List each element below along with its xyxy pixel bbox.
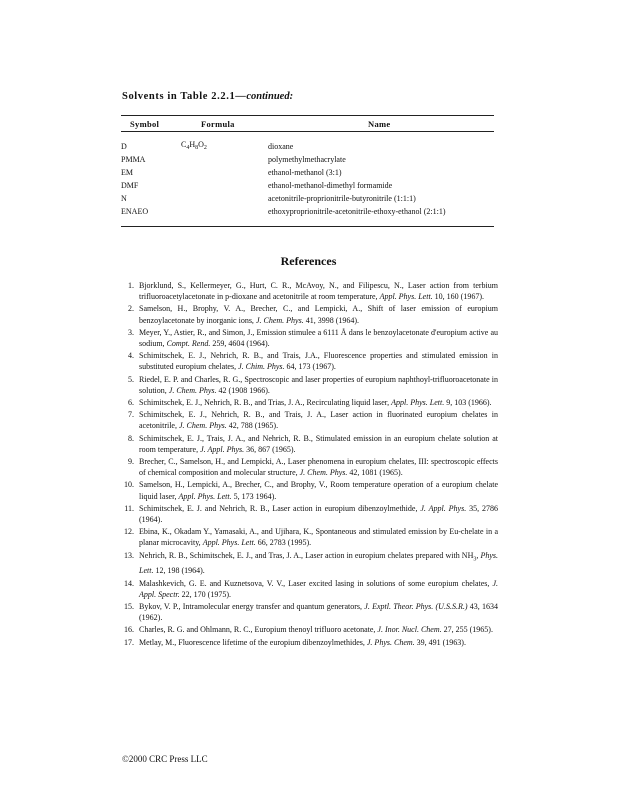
reference-item: 17. Metlay, M., Fluorescence lifetime of the europium dibenzoylmethides, J. Phys. Chem. 39, 491 (1963). [121, 637, 498, 648]
row-symbol: PMMA [121, 155, 146, 164]
reference-number: 13. [124, 550, 134, 560]
table-row [121, 192, 494, 205]
reference-item: 15. Bykov, V. P., Intramolecular energy transfer and quantum generators, J. Exptl. Theor. Phys. (U.S.S.R.) 43, 1634 (1962). [121, 601, 498, 623]
table-row [121, 179, 494, 192]
reference-number: 14. [124, 578, 134, 588]
reference-number: 16. [124, 625, 134, 635]
reference-list [121, 280, 498, 649]
table-row [121, 205, 494, 218]
table-bottom-rule [121, 226, 494, 227]
column-header-symbol: Symbol [130, 119, 160, 129]
copyright-footer: ©2000 CRC Press LLC [122, 754, 208, 764]
reference-item: 1. Bjorklund, S., Kellermeyer, G., Hurt, C. R., McAvoy, N., and Filipescu, N., Laser action from terbium trifluoroacetylacetonate in p-dioxane and acetonitrile at room temperature, Appl. Phys. Lett. 10, 160 (1967). [121, 280, 498, 302]
reference-item: 11. Schimitschek, E. J. and Nehrich, R. B., Laser action in europium dibenzoylmethide, J. Appl. Phys. 35, 2786 (1964). [121, 503, 498, 525]
reference-item: 7. Schimitschek, E. J., Nehrich, R. B., and Trais, J. A., Laser action in fluorinated europium chelates in acetonitrile, J. Chem. Phys. 42, 788 (1965). [121, 409, 498, 431]
row-symbol: DMF [121, 181, 139, 190]
row-name: ethoxyproprionitrile-acetonitrile-ethoxy-ethanol (2:1:1) [268, 207, 446, 216]
reference-item: 5. Riedel, E. P. and Charles, R. G., Spectroscopic and laser properties of europium naphthoyl-trifluoroacetonate in solution, J. Chem. Phys. 42 (1908 1966). [121, 374, 498, 396]
row-name: dioxane [268, 142, 294, 151]
reference-item: 3. Meyer, Y., Astier, R., and Simon, J., Emission stimulee a 6111 Å dans le benzoylacetonate d'europium active au sodium, Compt. Rend. 259, 4604 (1964). [121, 327, 498, 349]
reference-item: 9. Brecher, C., Samelson, H., and Lempicki, A., Laser phenomena in europium chelates, III: spectroscopic effects of chemical composition and molecular structure, J. Chem. Phys. 42, 1081 (1965). [121, 456, 498, 478]
reference-number: 6. [128, 398, 134, 408]
column-header-name: Name [368, 119, 391, 129]
row-name: polymethylmethacrylate [268, 155, 346, 164]
reference-item: 12. Ebina, K., Okadam Y., Yamasaki, A., and Ujihara, K., Spontaneous and stimulated emission by Eu-chelate in a planar microcavity, Appl. Phys. Lett. 66, 2783 (1995). [121, 526, 498, 548]
reference-number: 11. [124, 503, 134, 513]
reference-item: 13. Nehrich, R. B., Schimitschek, E. J., and Tras, J. A., Laser action in europium chelates prepared with $NH_3$, Phys. Lett. 12, 198 (1964). [121, 550, 498, 577]
table-row [121, 140, 494, 153]
row-name: acetonitrile-proprionitrile-butyronitrile (1:1:1) [268, 194, 416, 203]
row-name: ethanol-methanol-dimethyl formamide [268, 181, 393, 190]
reference-number: 12. [124, 527, 134, 537]
solvent-table-body [121, 140, 494, 218]
reference-number: 17. [124, 637, 134, 647]
reference-item: 2. Samelson, H., Brophy, V. A., Brecher, C., and Lempicki, A., Shift of laser emission of europium benzoylacetonate by inorganic ions, J. Chem. Phys. 41, 3998 (1964). [121, 303, 498, 325]
reference-number: 7. [128, 410, 134, 420]
table-row [121, 166, 494, 179]
reference-number: 4. [128, 351, 134, 361]
column-header-formula: Formula [201, 119, 235, 129]
reference-item: 14. Malashkevich, G. E. and Kuznetsova, V. V., Laser excited lasing in solutions of some europium chelates, J. Appl. Spectr. 22, 170 (1975). [121, 578, 498, 600]
table-title-continued: continued: [246, 91, 294, 102]
reference-number: 8. [128, 433, 134, 443]
row-symbol: D [121, 142, 127, 151]
table-title-text: Solvents in Table 2.2.1— [122, 91, 247, 102]
reference-number: 1. [128, 281, 134, 290]
row-name: ethanol-methanol (3:1) [268, 168, 342, 177]
row-symbol: N [121, 194, 127, 203]
reference-number: 3. [128, 327, 134, 337]
table-title [122, 91, 293, 102]
reference-number: 2. [128, 304, 134, 314]
reference-item: 6. Schimitschek, E. J., Nehrich, R. B., and Trias, J. A., Recirculating liquid laser, Appl. Phys. Lett. 9, 103 (1966). [121, 397, 498, 408]
row-formula: $C_4H_8O_2$ [181, 140, 207, 151]
reference-number: 5. [128, 374, 134, 384]
reference-number: 10. [124, 480, 134, 490]
reference-item: 16. Charles, R. G. and Ohlmann, R. C., Europium thenoyl trifluoro acetonate, J. Inor. Nucl. Chem. 27, 255 (1965). [121, 624, 498, 635]
reference-number: 15. [124, 602, 134, 612]
references-heading: References [280, 254, 337, 268]
table-header-rule [121, 131, 494, 132]
reference-item: 10. Samelson, H., Lempicki, A., Brecher, C., and Brophy, V., Room temperature operation of a europium chelate liquid laser, Appl. Phys. Lett. 5, 173 1964). [121, 479, 498, 501]
reference-number: 9. [128, 457, 134, 467]
reference-item: 4. Schimitschek, E. J., Nehrich, R. B., and Trais, J.A., Fluorescence properties and stimulated emission in substituted europium chelates, J. Chim. Phys. 64, 173 (1967). [121, 350, 498, 372]
reference-item: 8. Schimitschek, E. J., Trais, J. A., and Nehrich, R. B., Stimulated emission in an europium chelate solution at room temperature, J. Appl. Phys. 36, 867 (1965). [121, 433, 498, 455]
row-symbol: EM [121, 168, 133, 177]
table-row [121, 153, 494, 166]
row-symbol: ENAEO [121, 207, 149, 216]
table-top-rule [121, 115, 494, 116]
